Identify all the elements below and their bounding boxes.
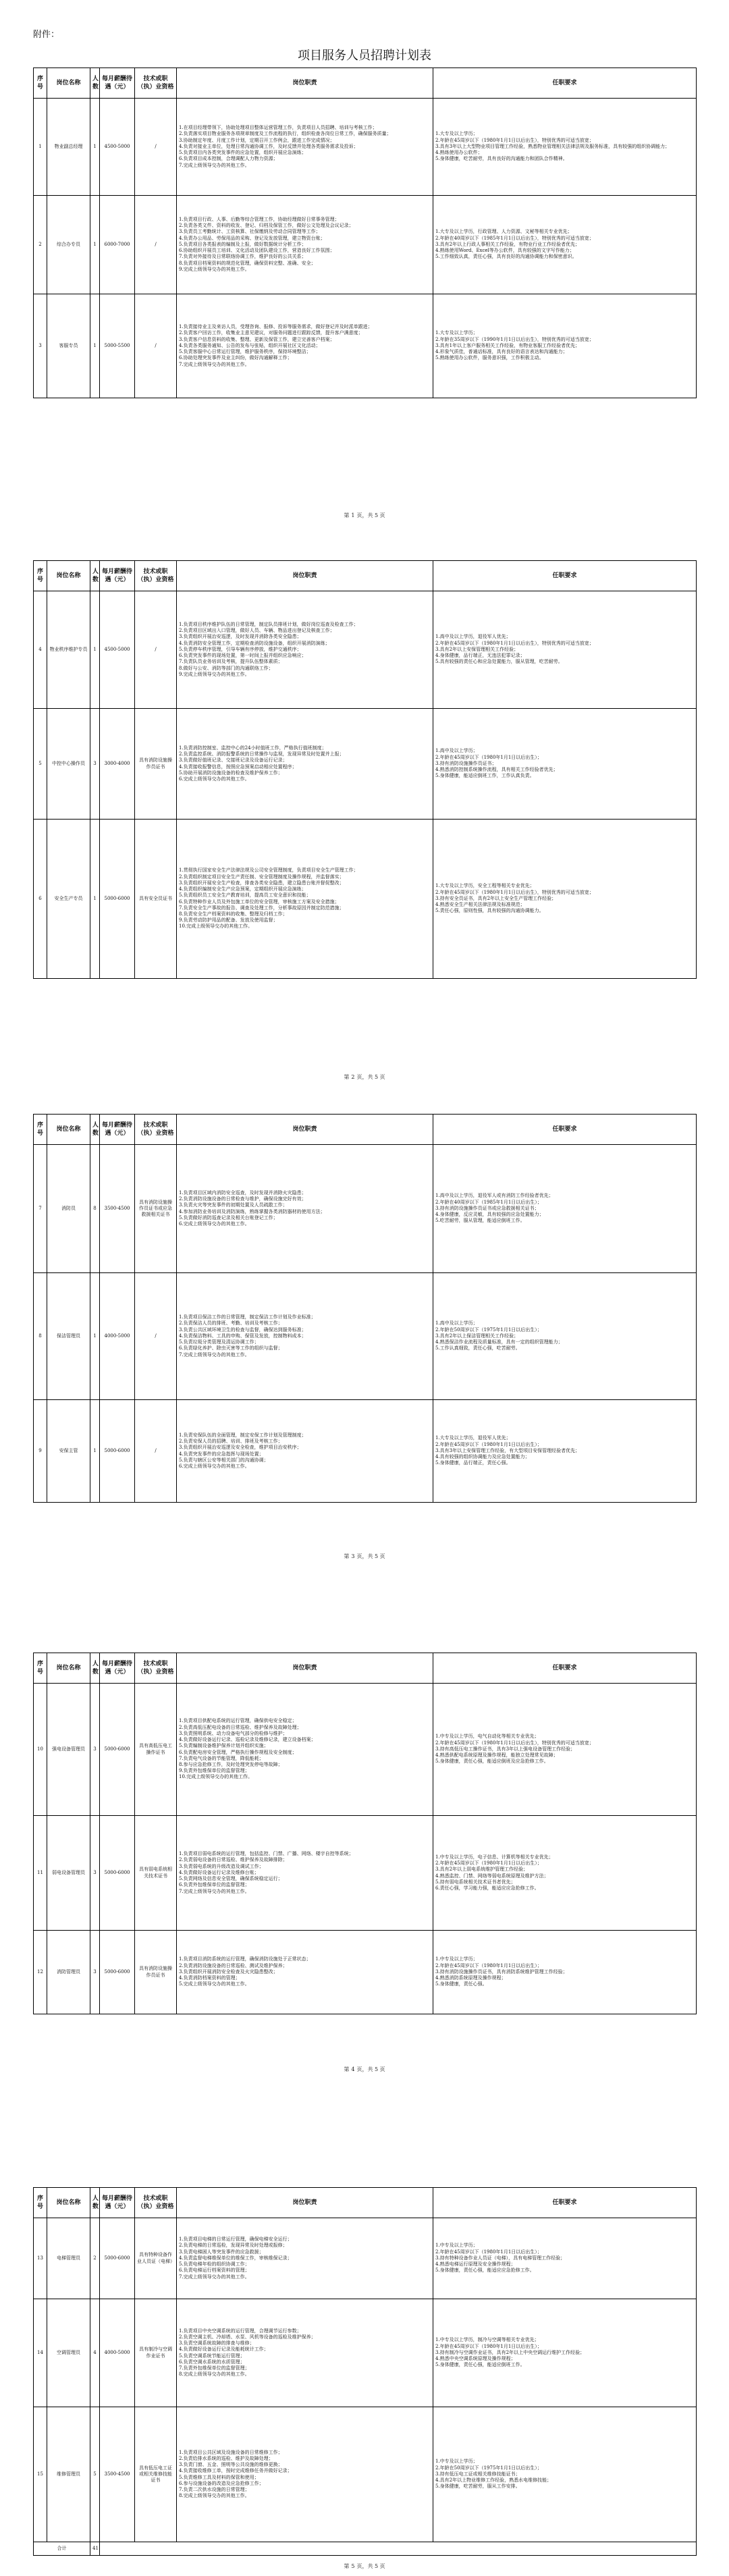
monthly-salary: 4500-5000 (100, 99, 135, 196)
duties-text: 1.负责项目供配电系统的运行管理，确保供电安全稳定； 2.负责高低压配电设备的日常巡检、维护保养及故障处理； 3.负责照明系统、动力设备电气部分的检修与维护； 4.负责做好设备运行记录、巡检记录及维修记录，建立设备档案； 5.负责编制设备维护保养计划并组织实施； 6.负责配电房安全管理，严格执行操作规程及安全制度； 7.负责电气设备的节能管理，降低能耗； 8.参与应急抢修工作，及时处理突发停电等故障； 9.负责外包维保单位的监督管理； 10.完成上级领导交办的其他工作。 (177, 1684, 433, 1816)
duties-text: 1.负责项目行政、人事、后勤等综合管理工作，协助经理做好日常事务管理； 2.负责各类文件、资料的收发、登记、归档及保管工作，做好公文处理及会议记录； 3.负责员工考勤统计、工资核算、社保缴纳及劳动合同管理等工作； 4.负责办公用品、劳保用品的采购、登记及发放管理，建立物资台账； 5.负责项目各类报表的编制及上报，做好数据统计分析工作； 6.协助组织开展员工培训、文化活动及团队建设工作，营造良好工作氛围； 7.负责对外接待及日常联络协调工作，维护良好的公共关系； 8.负责项目档案资料的规范化管理，确保资料完整、准确、安全； 9.完成上级领导交办的其他工作。 (177, 196, 433, 294)
duties-text: 1.负责安保队伍的全面管理，制定安保工作计划及管理制度； 2.负责安保人员的招聘、培训、排班及考核工作； 3.负责组织开展治安巡逻及安全检查，维护项目治安秩序； 4.负责突发事件的应急指挥与现场处置； 5.负责与辖区公安等相关部门的沟通协调； 6.完成上级领导交办的其他工作。 (177, 1400, 433, 1503)
table-header-row (34, 561, 697, 591)
page-label-suffix: 页，共 5 页 (356, 2563, 385, 2569)
table-row (34, 2299, 697, 2407)
row-number: 6 (34, 820, 47, 979)
table-row (34, 2407, 697, 2542)
qualification: / (135, 1400, 177, 1503)
qualification: 具有低压电工证或相关维修技能证书 (135, 2407, 177, 2542)
duties-text: 1.负责消防控制室、监控中心的24小时值班工作，严格执行值班制度； 2.负责监控系统、消防报警系统的日常操作与监视，发现异常及时处置并上报； 3.负责做好值班记录、交接班记录及设备运行记录； 4.负责接收报警信息，按照应急预案启动相应处置程序； 5.协助开展消防设施设备的检查及维护保养工作； 6.完成上级领导交办的其他工作。 (177, 709, 433, 820)
header-salary: 每月薪酬待遇（元） (100, 2188, 135, 2218)
header-no: 序号 (34, 1653, 47, 1684)
row-number: 1 (34, 99, 47, 196)
table-row (34, 2218, 697, 2299)
qualification: 具有特种设备作业人员证（电梯） (135, 2218, 177, 2299)
page-number: 1 (351, 512, 355, 518)
headcount: 5 (90, 2407, 100, 2542)
header-no: 序号 (34, 2188, 47, 2218)
qualification: 具有安全员证书 (135, 820, 177, 979)
row-number: 9 (34, 1400, 47, 1503)
page-label-prefix: 第 (344, 1553, 350, 1559)
page-label-prefix: 第 (344, 1074, 350, 1080)
header-duties: 岗位职责 (177, 1115, 433, 1145)
page-number-footer (0, 2562, 729, 2570)
row-number: 5 (34, 709, 47, 820)
duties-text: 1.负责项目保洁工作的日常管理，制定保洁工作计划及作业标准； 2.负责保洁人员的排班、考勤、培训及考核工作； 3.负责公共区域环境卫生的检查与监督，确保达到服务标准； 4.负责保洁物料、工具的申购、保管及发放，控制物料成本； 5.负责垃圾分类管理及清运协调工作； 6.负责绿化养护、除虫灭害等工作的组织与监督； 7.完成上级领导交办的其他工作。 (177, 1273, 433, 1400)
header-position: 岗位名称 (47, 1653, 90, 1684)
qualification: / (135, 294, 177, 398)
table-row (34, 709, 697, 820)
duties-text: 1.在项目经理带领下，协助处理项目整体运营管理工作，负责项目人员招聘、培训与考核工作； 2.负责落实项目物业服务各项规章制度及工作流程的执行，组织检查各岗位日常工作，确保服务质量； 3.协助制定年度、月度工作计划，定期召开工作例会，跟进工作完成情况； 4.负责对接业主单位，处理日常沟通协调工作，及时反馈并处理各类服务需求及投诉； 5.负责项目内各类突发事件的应急处置，组织开展应急演练； 6.负责项目成本控制，合理调配人力物力资源； 7.完成上级领导交办的其他工作。 (177, 99, 433, 196)
header-no: 序号 (34, 561, 47, 591)
position-name: 强电设备管理员 (47, 1684, 90, 1816)
header-salary: 每月薪酬待遇（元） (100, 561, 135, 591)
attachment-label: 附件： (33, 30, 60, 40)
monthly-salary: 3000-4000 (100, 709, 135, 820)
requirements-text: 1.中专及以上学历，电子信息、计算机等相关专业优先； 2.年龄在45周岁以下（1980年1月1日以后出生）； 3.具有2年以上弱电系统维护管理工作经验； 4.熟悉监控、门禁、网络等弱电系统原理及维护方法； 5.持有弱电系统相关技术证书者优先； 6.责任心强，学习能力强，能适应应急抢修工作。 (433, 1816, 697, 1931)
header-requirements: 任职要求 (433, 1653, 697, 1684)
monthly-salary: 5000-5500 (100, 294, 135, 398)
row-number: 8 (34, 1273, 47, 1400)
headcount: 1 (90, 196, 100, 294)
header-qualification: 技术或职（执）业资格 (135, 561, 177, 591)
total-empty-cell (100, 2542, 697, 2556)
qualification: 具有消防设施操作员证书或应急救援相关证书 (135, 1145, 177, 1273)
qualification: 具有消防设施操作员证书 (135, 1931, 177, 2014)
table-header-row (34, 68, 697, 99)
monthly-salary: 6000-7000 (100, 196, 135, 294)
qualification: 具有消防设施操作员证书 (135, 709, 177, 820)
recruitment-table-page-1 (33, 68, 697, 398)
qualification: / (135, 591, 177, 709)
page-number: 5 (351, 2563, 355, 2569)
row-number: 4 (34, 591, 47, 709)
page-label-prefix: 第 (344, 512, 350, 518)
page-number-footer (0, 512, 729, 519)
monthly-salary: 5000-6000 (100, 1931, 135, 2014)
requirements-text: 1.大专及以上学历； 2.年龄在45周岁以下（1980年1月1日以后出生），特别优秀的可适当放宽； 3.具有3年以上大型物业项目管理工作经验，熟悉物业管理相关法律法规及服务标准，具有较强的组织协调能力； 4.熟练使用办公软件； 5.身体健康，吃苦耐劳，具有良好的沟通能力和团队合作精神。 (433, 99, 697, 196)
headcount: 8 (90, 1145, 100, 1273)
monthly-salary: 4000-5000 (100, 2299, 135, 2407)
position-name: 中控中心操作员 (47, 709, 90, 820)
header-requirements: 任职要求 (433, 1115, 697, 1145)
headcount: 1 (90, 99, 100, 196)
qualification: / (135, 196, 177, 294)
monthly-salary: 4500-5000 (100, 591, 135, 709)
position-name: 消防员 (47, 1145, 90, 1273)
header-duties: 岗位职责 (177, 1653, 433, 1684)
headcount: 4 (90, 2299, 100, 2407)
table-header-row (34, 2188, 697, 2218)
position-name: 弱电设备管理员 (47, 1816, 90, 1931)
position-name: 综合办专员 (47, 196, 90, 294)
headcount: 3 (90, 1684, 100, 1816)
headcount: 1 (90, 1273, 100, 1400)
recruitment-table-page-4 (33, 1653, 697, 2014)
requirements-text: 1.高中及以上学历； 2.年龄在45周岁以下（1980年1月1日以后出生）； 3.持有消防设施操作员证书； 4.熟悉消防控制系统操作流程，具有相关工作经验者优先； 5.身体健康，能适应倒班工作，工作认真负责。 (433, 709, 697, 820)
total-count: 41 (90, 2542, 100, 2556)
qualification: 具有弱电系统相关技术证书 (135, 1816, 177, 1931)
header-qualification: 技术或职（执）业资格 (135, 1115, 177, 1145)
row-number: 2 (34, 196, 47, 294)
position-name: 电梯管理员 (47, 2218, 90, 2299)
requirements-text: 1.中专及以上学历，制冷与空调等相关专业优先； 2.年龄在45周岁以下（1980年1月1日以后出生）； 3.持有制冷与空调作业证书，具有2年以上中央空调运行维护工作经验； 4.熟悉中央空调系统原理及操作规程； 5.身体健康，责任心强，能适应倒班工作。 (433, 2299, 697, 2407)
header-count: 人数 (90, 1115, 100, 1145)
requirements-text: 1.大专及以上学历； 2.年龄在35周岁以下（1990年1月1日以后出生），特别优秀的可适当放宽； 3.具有1年以上客户服务相关工作经验，有物业客服工作经验者优先； 4.形象气质佳，普通话标准，具有良好的语言表达和沟通能力； 5.熟练使用办公软件，服务意识强，工作积极主动。 (433, 294, 697, 398)
headcount: 1 (90, 820, 100, 979)
duties-text: 1.贯彻执行国家安全生产法律法规及公司安全管理制度，负责项目安全生产管理工作； 2.负责组织制定项目安全生产责任制、安全管理制度及操作规程，并监督落实； 3.负责组织开展安全生产检查，排查各类安全隐患，建立隐患台账并督促整改； 4.负责组织编制安全生产应急预案，定期组织开展应急演练； 5.负责组织员工安全生产教育培训，提高员工安全意识和技能； 6.负责特种作业人员及外包施工单位的安全管理，审核施工方案及安全措施； 7.负责安全生产事故的报告、调查及处理工作，分析事故原因并制定防范措施； 8.负责安全生产档案资料的收集、整理及归档工作； 9.负责劳动防护用品的配备、发放及使用监督； 10.完成上级领导交办的其他工作。 (177, 820, 433, 979)
headcount: 1 (90, 294, 100, 398)
header-no: 序号 (34, 68, 47, 99)
page-number-footer (0, 1073, 729, 1081)
monthly-salary: 5000-6000 (100, 1684, 135, 1816)
requirements-text: 1.中专及以上学历； 2.年龄在45周岁以下（1980年1月1日以后出生）； 3.持有特种设备作业人员证（电梯），具有电梯管理工作经验； 4.熟悉电梯运行原理及安全操作规程； 5.身体健康，责任心强，能适应应急抢修工作。 (433, 2218, 697, 2299)
page-number: 2 (351, 1074, 355, 1080)
table-row (34, 294, 697, 398)
position-name: 保洁管理员 (47, 1273, 90, 1400)
table-row (34, 1400, 697, 1503)
requirements-text: 1.大专及以上学历，安全工程等相关专业优先； 2.年龄在45周岁以下（1980年1月1日以后出生），特别优秀的可适当放宽； 3.持有安全员证书，具有2年以上安全生产管理工作经验； 4.熟悉安全生产相关法律法规及标准规范； 5.责任心强，原则性强，具有较强的沟通协调能力。 (433, 820, 697, 979)
row-number: 10 (34, 1684, 47, 1816)
header-qualification: 技术或职（执）业资格 (135, 2188, 177, 2218)
total-row (34, 2542, 697, 2556)
page-number-footer (0, 1553, 729, 1560)
duties-text: 1.负责项目消防系统的运行管理，确保消防设施处于正常状态； 2.负责消防设施设备的日常巡检、测试及维护保养； 3.负责组织开展消防安全检查及火灾隐患整改； 4.负责消防档案资料的管理； 5.完成上级领导交办的其他工作。 (177, 1931, 433, 2014)
requirements-text: 1.中专及以上学历； 2.年龄在45周岁以下（1980年1月1日以后出生）； 3.持有消防设施操作员证书，具有消防系统维护管理工作经验； 4.熟悉消防系统原理及操作规程； 5.身体健康，责任心强。 (433, 1931, 697, 2014)
duties-text: 1.负责项目电梯的日常运行管理，确保电梯安全运行； 2.负责电梯的日常巡检，发现异常及时处理或报修； 3.负责电梯困人等突发事件的应急救援； 4.负责监督电梯维保单位的维保工作，审核维保记录； 5.负责电梯年检的组织协调工作； 6.负责电梯运行档案资料的管理； 7.完成上级领导交办的其他工作。 (177, 2218, 433, 2299)
requirements-text: 1.高中及以上学历； 2.年龄在50周岁以下（1975年1月1日以后出生）； 3.具有2年以上保洁管理相关工作经验； 4.熟悉保洁作业流程及质量标准，具有一定的组织管理能力； 5.工作认真细致，责任心强，吃苦耐劳。 (433, 1273, 697, 1400)
header-qualification: 技术或职（执）业资格 (135, 1653, 177, 1684)
header-count: 人数 (90, 561, 100, 591)
qualification: 具有高低压电工操作证书 (135, 1684, 177, 1816)
recruitment-table-page-5 (33, 2187, 697, 2556)
table-row (34, 99, 697, 196)
monthly-salary: 3500-4500 (100, 1145, 135, 1273)
duties-text: 1.负责项目弱电系统的运行管理，包括监控、门禁、广播、网络、楼宇自控等系统； 2.负责弱电设备的日常巡检、维护保养及故障排除； 3.负责弱电系统的升级改造及调试工作； 4.负责做好设备运行记录及维修台账； 5.负责网络及信息安全管理，确保系统稳定运行； 6.负责外包维保单位的监督管理； 7.完成上级领导交办的其他工作。 (177, 1816, 433, 1931)
requirements-text: 1.中专及以上学历； 2.年龄在50周岁以下（1975年1月1日以后出生）； 3.持有低压电工证或相关维修技能证书； 4.具有2年以上物业维修工作经验，熟悉水电维修技能； 5.身体健康，吃苦耐劳，服从工作安排。 (433, 2407, 697, 2542)
headcount: 1 (90, 1400, 100, 1503)
header-count: 人数 (90, 1653, 100, 1684)
qualification: / (135, 1273, 177, 1400)
qualification: / (135, 99, 177, 196)
recruitment-table-page-3 (33, 1114, 697, 1503)
page-number: 3 (351, 1553, 355, 1559)
monthly-salary: 5000-6000 (100, 1816, 135, 1931)
position-name: 物业秩序维护专员 (47, 591, 90, 709)
page-label-suffix: 页，共 5 页 (356, 1553, 385, 1559)
monthly-salary: 4000-5000 (100, 1273, 135, 1400)
position-name: 消防管理员 (47, 1931, 90, 2014)
headcount: 3 (90, 1931, 100, 2014)
monthly-salary: 5000-6000 (100, 1400, 135, 1503)
duties-text: 1.负责接待业主及来访人员，受理咨询、报修、投诉等服务需求，做好登记并及时派单跟进； 2.负责客户回访工作，收集业主意见建议，对服务问题进行跟踪反馈，提升客户满意度； 3.负责客户信息资料的收集、整理、更新及保管工作，建立完善客户档案； 4.负责各类服务通知、公告的发布与张贴，组织开展社区文化活动； 5.负责客服中心日常运行管理，维护服务秩序，保持环境整洁； 6.协助处理突发事件及业主纠纷，做好沟通解释工作； 7.完成上级领导交办的其他工作。 (177, 294, 433, 398)
position-name: 空调管理员 (47, 2299, 90, 2407)
table-header-row (34, 1653, 697, 1684)
header-position: 岗位名称 (47, 68, 90, 99)
row-number: 11 (34, 1816, 47, 1931)
header-count: 人数 (90, 2188, 100, 2218)
header-salary: 每月薪酬待遇（元） (100, 1115, 135, 1145)
duties-text: 1.负责项目区域内消防安全巡查，及时发现并消除火灾隐患； 2.负责消防设施设备的日常检查与维护，确保设施完好有效； 3.负责火灾等突发事件的初期处置及人员疏散工作； 4.参加消防业务培训及消防演练，熟练掌握各类消防器材的使用方法； 5.负责做好消防巡查记录及相关台账登记工作； 6.完成上级领导交办的其他工作。 (177, 1145, 433, 1273)
requirements-text: 1.高中及以上学历，退役军人或有消防工作经验者优先； 2.年龄在40周岁以下（1985年1月1日以后出生）； 3.持有消防设施操作员证书或应急救援相关证书； 4.身体健康，反应灵敏，具有较强的应急处置能力； 5.吃苦耐劳，服从管理，能适应倒班工作。 (433, 1145, 697, 1273)
page-label-prefix: 第 (344, 2066, 350, 2072)
row-number: 14 (34, 2299, 47, 2407)
position-name: 客服专员 (47, 294, 90, 398)
header-salary: 每月薪酬待遇（元） (100, 68, 135, 99)
row-number: 15 (34, 2407, 47, 2542)
page-number: 4 (351, 2066, 355, 2072)
table-row (34, 1816, 697, 1931)
row-number: 12 (34, 1931, 47, 2014)
row-number: 13 (34, 2218, 47, 2299)
table-row (34, 196, 697, 294)
monthly-salary: 3500-4500 (100, 2407, 135, 2542)
header-requirements: 任职要求 (433, 561, 697, 591)
monthly-salary: 5000-6000 (100, 2218, 135, 2299)
header-duties: 岗位职责 (177, 2188, 433, 2218)
document-title: 项目服务人员招聘计划表 (298, 49, 431, 63)
qualification: 具有制冷与空调作业证书 (135, 2299, 177, 2407)
duties-text: 1.负责项目秩序维护队伍的日常管理，制定队员排班计划，做好岗位巡查及检查工作； 2.负责项目区域出入口管理，做好人员、车辆、物品进出登记及核查工作； 3.负责组织开展治安巡逻，及时发现并消除各类安全隐患； 4.负责消防安全管理工作，定期检查消防设施设备，组织开展消防演练； 5.负责停车秩序管理，引导车辆有序停放，维护交通秩序； 6.负责突发事件的现场处置，第一时间上报并组织应急响应； 7.负责队员业务培训及考核，提升队伍整体素质； 8.做好与公安、消防等部门的沟通联络工作； 9.完成上级领导交办的其他工作。 (177, 591, 433, 709)
header-duties: 岗位职责 (177, 68, 433, 99)
header-position: 岗位名称 (47, 1115, 90, 1145)
recruitment-table-page-2 (33, 560, 697, 979)
header-salary: 每月薪酬待遇（元） (100, 1653, 135, 1684)
table-row (34, 820, 697, 979)
duties-text: 1.负责项目中央空调系统的运行管理，合理调节运行参数； 2.负责空调主机、冷却塔、水泵、风机等设备的巡检及维护保养； 3.负责空调系统故障的排查与维修； 4.负责做好设备运行记录及能耗统计工作； 5.负责空调系统节能运行管理； 6.负责空调水系统的水质管理； 7.负责外包维保单位的监督管理； 8.完成上级领导交办的其他工作。 (177, 2299, 433, 2407)
header-requirements: 任职要求 (433, 68, 697, 99)
requirements-text: 1.高中及以上学历，退役军人优先； 2.年龄在45周岁以下（1980年1月1日以后出生），特别优秀的可适当放宽； 3.具有2年以上安保管理相关工作经验； 4.身体健康，品行端正，无违法犯罪记录； 5.具有较强的责任心和应急处置能力，服从管理，吃苦耐劳。 (433, 591, 697, 709)
table-header-row (34, 1115, 697, 1145)
table-row (34, 1931, 697, 2014)
header-position: 岗位名称 (47, 2188, 90, 2218)
header-no: 序号 (34, 1115, 47, 1145)
table-row (34, 1684, 697, 1816)
header-position: 岗位名称 (47, 561, 90, 591)
total-label: 合计 (34, 2542, 90, 2556)
page-label-suffix: 页，共 5 页 (356, 1074, 385, 1080)
page-number-footer (0, 2066, 729, 2073)
row-number: 7 (34, 1145, 47, 1273)
position-name: 物业副总经理 (47, 99, 90, 196)
requirements-text: 1.大专及以上学历，行政管理、人力资源、文秘等相关专业优先； 2.年龄在40周岁以下（1985年1月1日以后出生），特别优秀的可适当放宽； 3.具有2年以上行政人事相关工作经验，有物业行业工作经验者优先； 4.熟练使用Word、Excel等办公软件，具有较强的文字写作能力； 5.工作细致认真，责任心强，具有良好的沟通协调能力和保密意识。 (433, 196, 697, 294)
requirements-text: 1.大专及以上学历，退役军人优先； 2.年龄在45周岁以下（1980年1月1日以后出生）； 3.具有3年以上安保管理工作经验，有大型项目安保管理经验者优先； 4.具有较强的组织协调能力及应急处置能力； 5.身体健康，品行端正，责任心强。 (433, 1400, 697, 1503)
duties-text: 1.负责项目公共区域及设施设备的日常维修工作； 2.负责给排水系统的巡检、维护及故障处理； 3.负责门窗、五金、照明等公共设施的维修更换； 4.负责接收维修工单，按时完成维修任务并做好记录； 5.负责维修工具及材料的保管和使用； 6.参与设施设备的改造及应急抢修工作； 7.负责二次供水设施的日常管理； 8.完成上级领导交办的其他工作。 (177, 2407, 433, 2542)
requirements-text: 1.中专及以上学历，电气自动化等相关专业优先； 2.年龄在45周岁以下（1980年1月1日以后出生），特别优秀的可适当放宽； 3.持有高低压电工操作证书，具有3年以上强电设备管理工作经验； 4.熟悉供配电系统原理及操作规程，能独立处理常见故障； 5.身体健康，责任心强，能适应倒班及应急抢修工作。 (433, 1684, 697, 1816)
row-number: 3 (34, 294, 47, 398)
monthly-salary: 5000-6000 (100, 820, 135, 979)
headcount: 2 (90, 2218, 100, 2299)
header-count: 人数 (90, 68, 100, 99)
table-row (34, 1145, 697, 1273)
page-label-suffix: 页，共 5 页 (356, 2066, 385, 2072)
headcount: 3 (90, 709, 100, 820)
header-duties: 岗位职责 (177, 561, 433, 591)
headcount: 1 (90, 591, 100, 709)
position-name: 安保主管 (47, 1400, 90, 1503)
table-row (34, 1273, 697, 1400)
page-label-suffix: 页，共 5 页 (356, 512, 385, 518)
position-name: 安全生产专员 (47, 820, 90, 979)
position-name: 维修管理员 (47, 2407, 90, 2542)
header-requirements: 任职要求 (433, 2188, 697, 2218)
table-row (34, 591, 697, 709)
headcount: 3 (90, 1816, 100, 1931)
header-qualification: 技术或职（执）业资格 (135, 68, 177, 99)
page-label-prefix: 第 (344, 2563, 350, 2569)
